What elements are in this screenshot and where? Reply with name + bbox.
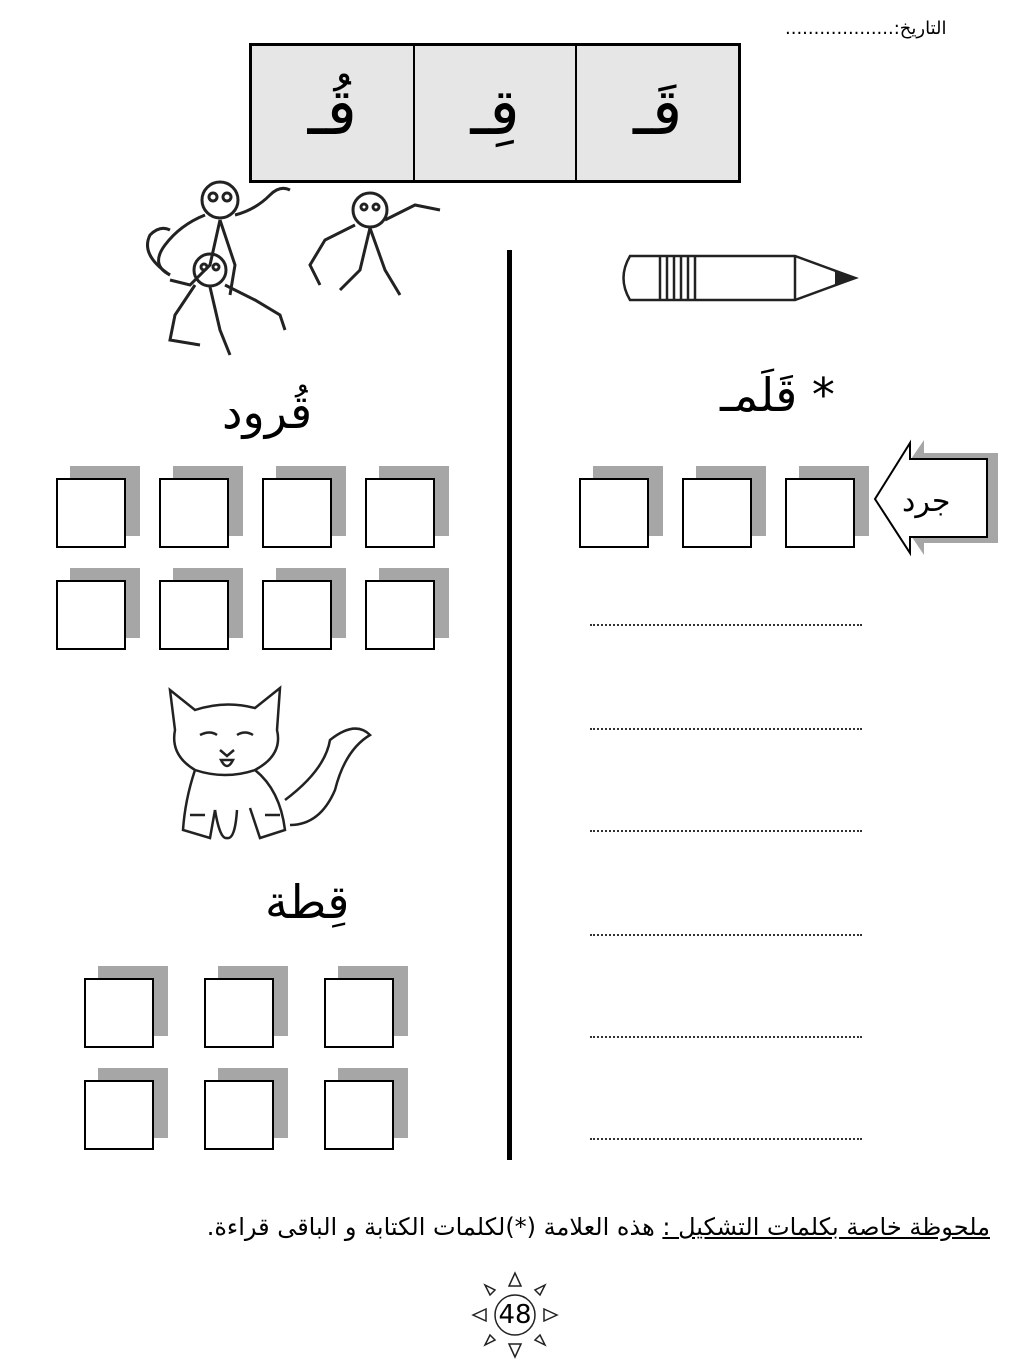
letter-box[interactable] bbox=[159, 580, 239, 660]
letter-box[interactable] bbox=[56, 478, 136, 558]
letter-box[interactable] bbox=[262, 580, 342, 660]
word-qitta: قِطة bbox=[265, 875, 350, 929]
writing-line[interactable] bbox=[590, 726, 862, 730]
writing-line[interactable] bbox=[590, 1034, 862, 1038]
writing-line[interactable] bbox=[590, 932, 862, 936]
word-qalam: * قَلَمـ bbox=[720, 368, 835, 422]
letter-box[interactable] bbox=[324, 1080, 404, 1160]
letter-box[interactable] bbox=[365, 580, 445, 660]
arrow-label: جرد bbox=[902, 484, 951, 519]
writing-line[interactable] bbox=[590, 828, 862, 832]
letter-forms-table bbox=[249, 43, 741, 183]
letter-cell-fatha: قَـ bbox=[575, 46, 738, 180]
column-divider bbox=[507, 250, 512, 1160]
letter-box[interactable] bbox=[262, 478, 342, 558]
pencil-illustration bbox=[615, 248, 865, 313]
letter-box[interactable] bbox=[785, 478, 865, 558]
note-heading: ملحوظة خاصة بكلمات التشكيل : bbox=[662, 1213, 990, 1241]
letter-box[interactable] bbox=[84, 1080, 164, 1160]
page-number: 48 bbox=[498, 1300, 532, 1330]
letter-box[interactable] bbox=[365, 478, 445, 558]
letter-cell-damma: قُـ bbox=[307, 76, 357, 150]
letter-box[interactable] bbox=[159, 478, 239, 558]
writing-line[interactable] bbox=[590, 1136, 862, 1140]
letter-box[interactable] bbox=[56, 580, 136, 660]
cat-illustration bbox=[155, 680, 380, 850]
footer-note bbox=[40, 1213, 990, 1241]
letter-box[interactable] bbox=[579, 478, 659, 558]
word-qurood: قُرود bbox=[222, 385, 313, 439]
letter-box[interactable] bbox=[204, 1080, 284, 1160]
writing-line[interactable] bbox=[590, 622, 862, 626]
letter-box[interactable] bbox=[204, 978, 284, 1058]
letter-box[interactable] bbox=[682, 478, 762, 558]
letter-box[interactable] bbox=[324, 978, 404, 1058]
date-field: التاريخ:................... bbox=[785, 18, 947, 39]
note-text: هذه العلامة (*)لكلمات الكتابة و الباقى قراءة. bbox=[206, 1213, 663, 1241]
letter-box[interactable] bbox=[84, 978, 164, 1058]
letter-cell-kasra: قِـ bbox=[413, 46, 576, 180]
monkeys-illustration bbox=[70, 165, 450, 375]
